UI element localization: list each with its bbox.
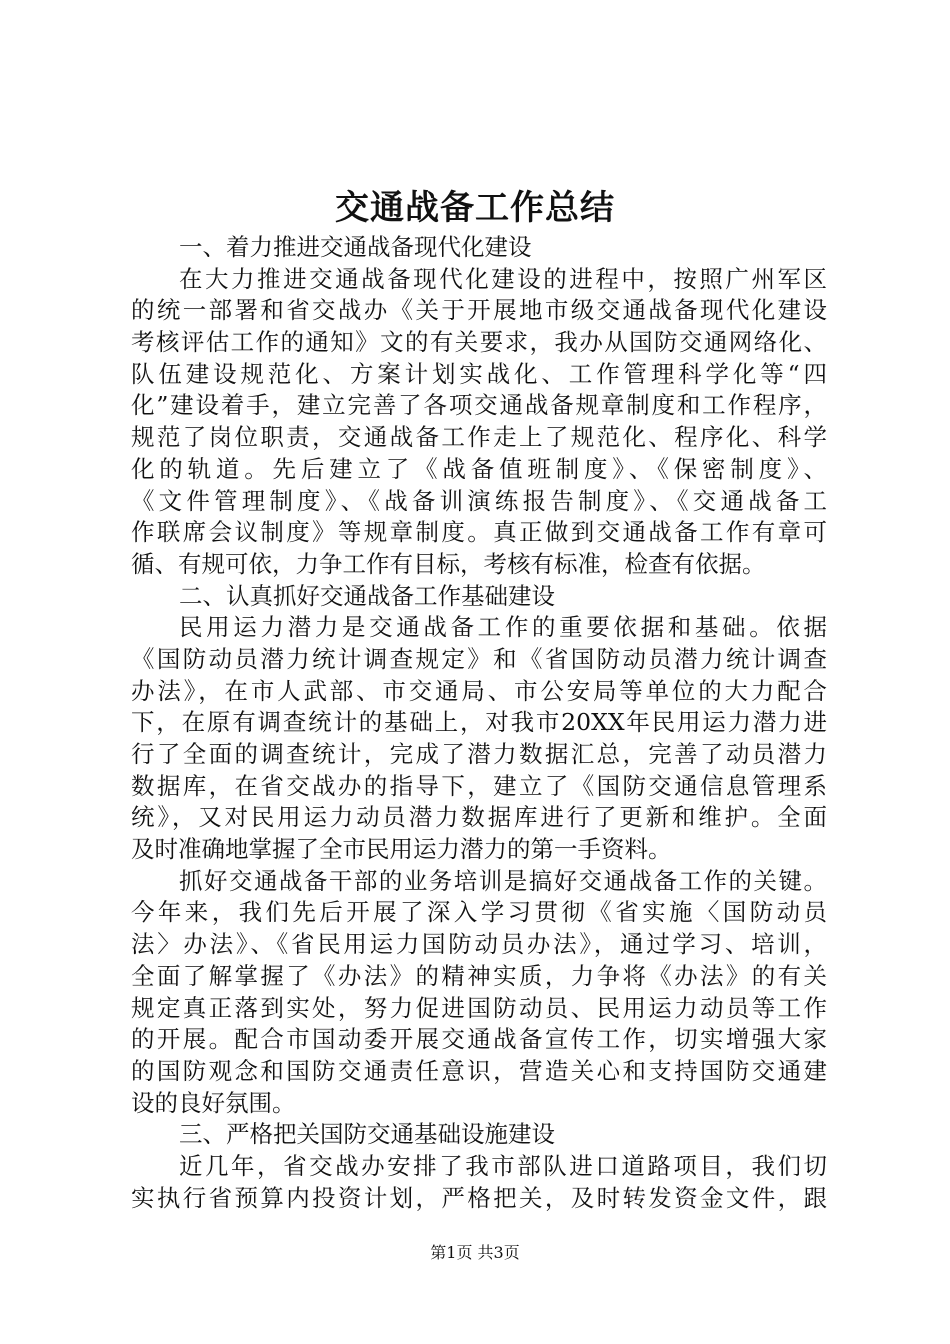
- section-heading-3: 三、严格把关国防交通基础设施建设: [179, 1120, 555, 1149]
- paragraph-line: 及时准确地掌握了全市民用运力潜力的第一手资料。: [131, 835, 672, 864]
- paragraph-line: 数据库，在省交战办的指导下，建立了《国防交通信息管理系: [131, 771, 827, 800]
- paragraph-line: 的统一部署和省交战办《关于开展地市级交通战备现代化建设: [131, 296, 827, 325]
- paragraph-line: 在大力推进交通战备现代化建设的进程中，按照广州军区: [179, 264, 827, 293]
- document-title: 交通战备工作总结: [335, 188, 615, 228]
- paragraph-line: 规定真正落到实处，努力促进国防动员、民用运力动员等工作: [131, 993, 827, 1022]
- paragraph-line: 实执行省预算内投资计划，严格把关，及时转发资金文件，跟: [131, 1183, 827, 1212]
- section-heading-1: 一、着力推进交通战备现代化建设: [179, 233, 532, 261]
- paragraph-line: 考核评估工作的通知》文的有关要求，我办从国防交通网络化、: [131, 328, 827, 357]
- paragraph-line: 《文件管理制度》、《战备训演练报告制度》、《交通战备工: [131, 486, 827, 515]
- paragraph-line: 法〉办法》、《省民用运力国防动员办法》，通过学习、培训，: [131, 930, 827, 959]
- paragraph-line: 民用运力潜力是交通战备工作的重要依据和基础。依据: [179, 613, 827, 642]
- paragraph-line: 《国防动员潜力统计调查规定》和《省国防动员潜力统计调查: [131, 644, 827, 673]
- paragraph-line: 今年来，我们先后开展了深入学习贯彻《省实施〈国防动员: [131, 898, 827, 927]
- paragraph-line: 办法》，在市人武部、市交通局、市公安局等单位的大力配合: [131, 676, 827, 705]
- paragraph-line: 设的良好氛围。: [131, 1088, 296, 1117]
- paragraph-line: 作联席会议制度》等规章制度。真正做到交通战备工作有章可: [131, 518, 827, 547]
- paragraph-line: 统》，又对民用运力动员潜力数据库进行了更新和维护。全面: [131, 803, 827, 832]
- paragraph-line: 化的轨道。先后建立了《战备值班制度》、《保密制度》、: [131, 454, 827, 483]
- paragraph-line: 的开展。配合市国动委开展交通战备宣传工作，切实增强大家: [131, 1025, 827, 1054]
- paragraph-line: 化”建设着手，建立完善了各项交通战备规章制度和工作程序，: [131, 391, 827, 420]
- paragraph-line: 抓好交通战备干部的业务培训是搞好交通战备工作的关键。: [179, 866, 827, 895]
- paragraph-line: 的国防观念和国防交通责任意识，营造关心和支持国防交通建: [131, 1056, 827, 1085]
- paragraph-line: 近几年，省交战办安排了我市部队进口道路项目，我们切: [179, 1151, 827, 1180]
- paragraph-line: 行了全面的调查统计，完成了潜力数据汇总，完善了动员潜力: [131, 740, 827, 768]
- page-number-footer: 第1页 共3页: [430, 1243, 520, 1262]
- paragraph-line: 规范了岗位职责，交通战备工作走上了规范化、程序化、科学: [131, 423, 827, 452]
- paragraph-line: 循、有规可依，力争工作有目标，考核有标准，检查有依据。: [131, 549, 766, 578]
- section-heading-2: 二、认真抓好交通战备工作基础建设: [179, 581, 555, 610]
- paragraph-line: 全面了解掌握了《办法》的精神实质，力争将《办法》的有关: [131, 961, 827, 990]
- document-body: [131, 232, 827, 1214]
- paragraph-line: 队伍建设规范化、方案计划实战化、工作管理科学化等“四: [131, 359, 827, 388]
- paragraph-line: 下，在原有调查统计的基础上，对我市20XX年民用运力潜力进: [131, 708, 827, 737]
